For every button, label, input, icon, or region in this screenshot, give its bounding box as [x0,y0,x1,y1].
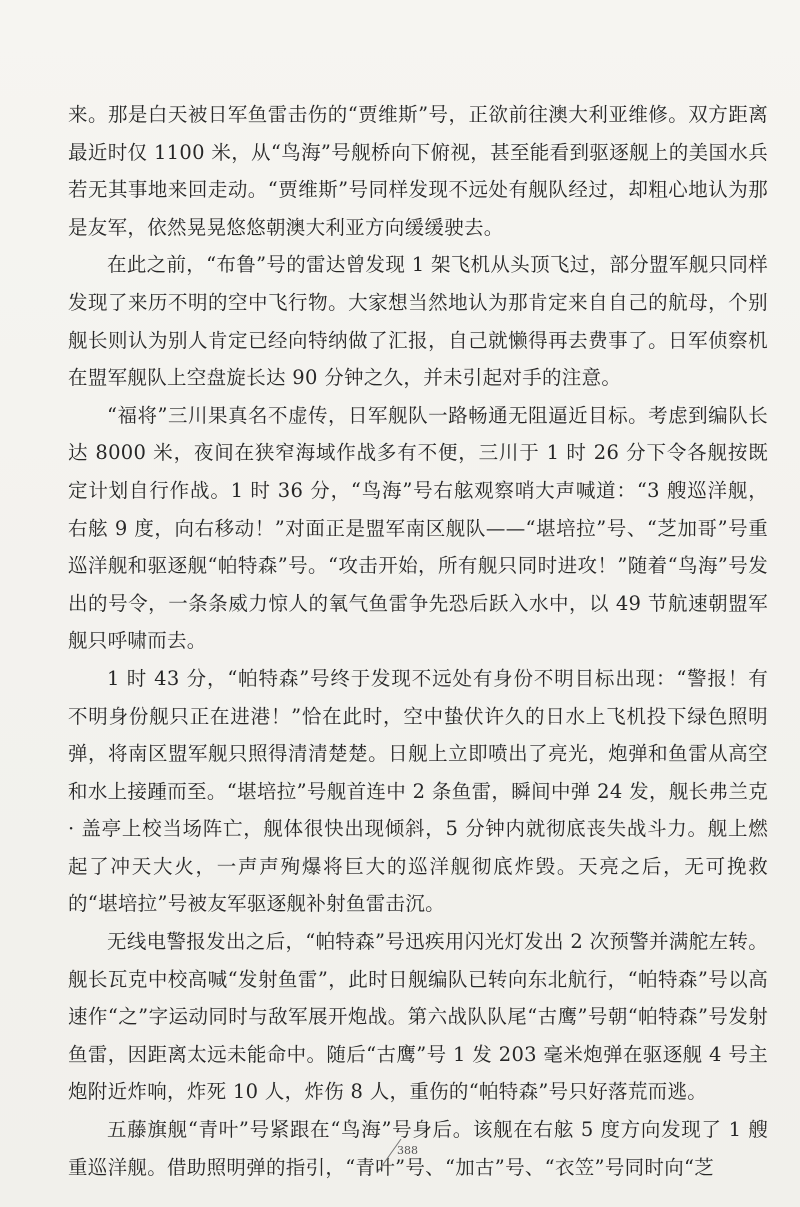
body-text [68,96,768,1186]
page-number: 388 [397,1144,418,1157]
page-number-footer [375,1135,435,1175]
paragraph: 无线电警报发出之后，“帕特森”号迅疾用闪光灯发出 2 次预警并满舵左转。舰长瓦克中校高喊“发射鱼雷”，此时日舰编队已转向东北航行，“帕特森”号以高速作“之”字运动同时与敌军展开炮战。第六战队队尾“古鹰”号朝“帕特森”号发射鱼雷，因距离太远未能命中。随后“古鹰”号 1 发 203 毫米炮弹在驱逐舰 4 号主炮附近炸响，炸死 10 人，炸伤 8 人，重伤的“帕特森”号只好落荒而逃。 [68,930,768,1104]
paragraph: 1 时 43 分，“帕特森”号终于发现不远处有身份不明目标出现：“警报！有不明身份舰只正在进港！”恰在此时，空中蛰伏许久的日水上飞机投下绿色照明弹，将南区盟军舰只照得清清楚楚。日舰上立即喷出了亮光，炮弹和鱼雷从高空和水上接踵而至。“堪培拉”号舰首连中 2 条鱼雷，瞬间中弹 24 发，舰长弗兰克 · 盖亭上校当场阵亡，舰体很快出现倾斜，5 分钟内就彻底丧失战斗力。舰上燃起了冲天大火，一声声殉爆将巨大的巡洋舰彻底炸毁。天亮之后，无可挽救的“堪培拉”号被友军驱逐舰补射鱼雷击沉。 [68,666,768,916]
paragraph: 在此之前，“布鲁”号的雷达曾发现 1 架飞机从头顶飞过，部分盟军舰只同样发现了来历不明的空中飞行物。大家想当然地认为那肯定来自自己的航母，个别舰长则认为别人肯定已经向特纳做了汇报，自己就懒得再去费事了。日军侦察机在盟军舰队上空盘旋长达 90 分钟之久，并未引起对手的注意。 [68,253,768,390]
paragraph-continuation: 来。那是白天被日军鱼雷击伤的“贾维斯”号，正欲前往澳大利亚维修。双方距离最近时仅 1100 米，从“鸟海”号舰桥向下俯视，甚至能看到驱逐舰上的美国水兵若无其事地来回走动。“贾维斯”号同样发现不远处有舰队经过，却粗心地认为那是友军，依然晃晃悠悠朝澳大利亚方向缓缓驶去。 [68,103,768,239]
paragraph: 五藤旗舰“青叶”号紧跟在“鸟海”号身后。该舰在右舷 5 度方向发现了 1 艘重巡洋舰。借助照明弹的指引，“青叶”号、“加古”号、“衣笠”号同时向“芝 [68,1118,768,1179]
paragraph: “福将”三川果真名不虚传，日军舰队一路畅通无阻逼近目标。考虑到编队长达 8000 米，夜间在狭窄海域作战多有不便，三川于 1 时 26 分下令各舰按既定计划自行作战。1 时 36 分，“鸟海”号右舷观察哨大声喊道：“3 艘巡洋舰，右舷 9 度，向右移动！”对面正是盟军南区舰队——“堪培拉”号、“芝加哥”号重巡洋舰和驱逐舰“帕特森”号。“攻击开始，所有舰只同时进攻！”随着“鸟海”号发出的号令，一条条威力惊人的氧气鱼雷争先恐后跃入水中，以 49 节航速朝盟军舰只呼啸而去。 [68,403,768,653]
